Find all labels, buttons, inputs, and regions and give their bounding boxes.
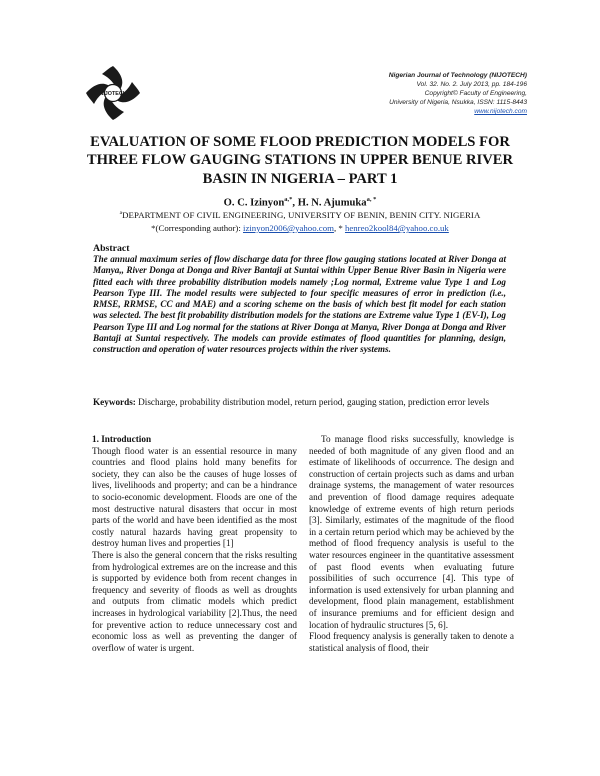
paragraph: Though flood water is an essential resource in many countries and flood plains hold many benefits for society, they can also be the causes of huge losses of lives, livelihoods and property; and can be a hindrance to socio-economic development. Floods are one of the most destructive natural disasters that occur in most parts of the world and have been identified as the most costly natural hazards having great propensity to destroy human lives and properties [1]	[92, 445, 297, 549]
journal-url-link[interactable]: www.nijotech.com	[474, 108, 527, 115]
author-2-sup: a, *	[366, 196, 377, 203]
email-link-1[interactable]: izinyon2006@yahoo.com	[243, 223, 334, 233]
affiliation-sup: a	[119, 210, 123, 217]
volume-info: Vol. 32. No. 2. July 2013, pp. 184-196	[416, 81, 527, 88]
email-2-prefix: *	[338, 223, 345, 233]
journal-name: Nigerian Journal of Technology (NIJOTECH)	[388, 72, 527, 79]
affiliation-text: DEPARTMENT OF CIVIL ENGINEERING, UNIVERSITY OF BENIN, BENIN CITY. NIGERIA	[122, 210, 481, 220]
author-1-sup: a,*	[284, 196, 293, 203]
author-separator: ,	[292, 197, 298, 209]
left-column	[92, 434, 297, 654]
corresponding-author	[0, 223, 600, 233]
email-link-2[interactable]: henreo2kool84@yahoo.co.uk	[344, 223, 449, 233]
journal-info	[389, 71, 527, 116]
keywords	[93, 397, 571, 408]
svg-text:NIJOTECH: NIJOTECH	[99, 91, 127, 98]
author-2: H. N. Ajumuka	[297, 197, 367, 209]
paragraph: Flood frequency analysis is generally taken to denote a statistical analysis of flood, their	[309, 631, 514, 653]
copyright: Copyright© Faculty of Engineering,	[424, 90, 527, 97]
keywords-label: Keywords:	[93, 397, 136, 407]
affiliation	[0, 210, 600, 220]
email-separator: ,	[333, 223, 339, 233]
corresponding-label: *(Corresponding author):	[151, 223, 244, 233]
title-line-3: BASIN IN NIGERIA – PART 1	[202, 170, 398, 187]
abstract-heading: Abstract	[93, 243, 130, 254]
author-list	[0, 196, 600, 209]
abstract-text: The annual maximum series of flow discharge data for three flow gauging stations located at River Donga at Manya,, River Donga at Donga and River Bantaji at Suntai within Upper Benue River Basin in Nigeria were fitted each with three probability distribution models namely ;Log normal, Extreme value Type 1 and Log Pearson Type III. The model results were subjected to four specific measures of error in prediction (i.e., RMSE, RRMSE, CC and MAE) and a scoring scheme on the basis of which best fit model for each station was selected. The best fit probability distribution models for the stations are Extreme value Type 1 (EV-I), Log Pearson Type III and Log normal for the stations at River Donga at Manya, River Donga at Donga and River Bantaji at Suntai respectively. The models can provide estimates of flood quantities for planning, design, construction and operation of water resources projects within the river systems.	[93, 254, 506, 355]
paper-title	[60, 133, 540, 188]
paragraph: To manage flood risks successfully, knowledge is needed of both magnitude of any given flood and an estimate of likelihoods of occurrence. The design and construction of certain projects such as dams and urban drainage systems, the management of water resources and prevention of flood damage requires adequate knowledge of extreme events of high return periods [3]. Similarly, estimates of the magnitude of the flood in a certain return period which may be achieved by the method of flood frequency analysis is useful to the water resources engineer in the quantitative assessment of past flood events when evaluating future possibilities of such occurrence [4]. This type of information is used extensively for urban planning and development, flood plain management, establishment of insurance premiums and for efficient design and location of hydraulic structures [5, 6].	[309, 434, 514, 630]
section-heading-introduction: 1. Introduction	[92, 434, 152, 444]
title-line-2: THREE FLOW GAUGING STATIONS IN UPPER BENUE RIVER	[86, 152, 514, 169]
title-line-1: EVALUATION OF SOME FLOOD PREDICTION MODELS FOR	[90, 134, 510, 150]
author-1: O. C. Izinyon	[223, 197, 285, 209]
university-issn: University of Nigeria, Nsukka, ISSN: 1115-8443	[389, 99, 527, 106]
right-column	[309, 434, 514, 654]
keywords-text: Discharge, probability distribution model, return period, gauging station, prediction error levels	[135, 397, 490, 407]
journal-logo	[82, 62, 144, 124]
paragraph: There is also the general concern that the risks resulting from hydrological extremes are on the increase and this is supported by evidence both from recent changes in frequency and severity of floods as well as droughts and outputs from climatic models which predict increases in hydrological variability [2].Thus, the need for preventive action to reduce unnecessary cost and economic loss as well as preventing the danger of overflow of water is urgent.	[92, 549, 297, 653]
